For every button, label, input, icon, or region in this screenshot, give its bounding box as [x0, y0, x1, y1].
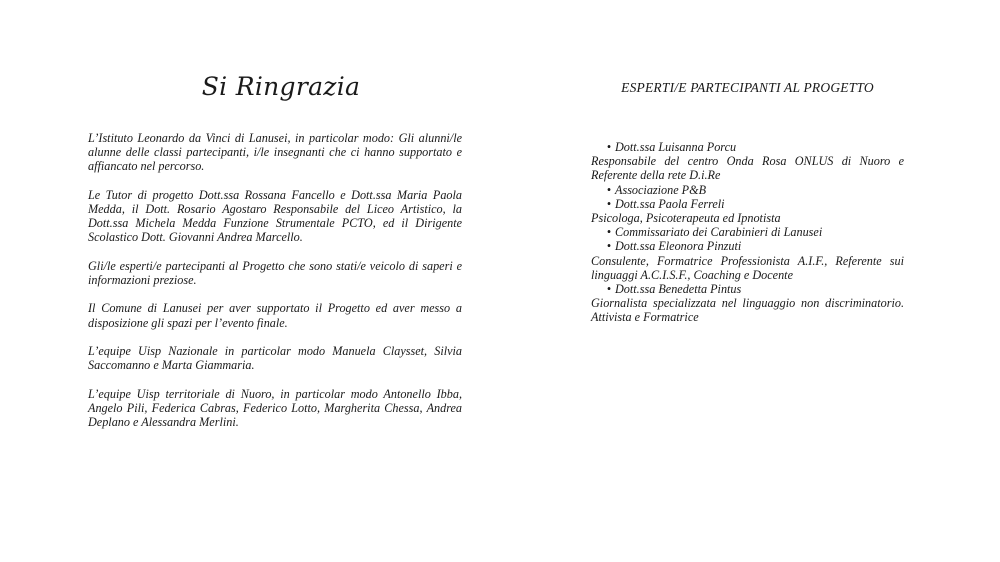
- acknowledgement-paragraph-5: L’equipe Uisp Nazionale in particolar modo Manuela Claysset, Silvia Saccomanno e Marta Giammaria.: [88, 343, 462, 373]
- expert-item: [591, 183, 904, 197]
- expert-description: Responsabile del centro Onda Rosa ONLUS di Nuoro e Referente della rete D.i.Re: [591, 154, 904, 183]
- expert-name: Dott.ssa Benedetta Pintus: [615, 282, 742, 297]
- bullet-icon: •: [606, 282, 612, 297]
- expert-name: Dott.ssa Eleonora Pinzuti: [615, 239, 742, 254]
- expert-item: [591, 239, 904, 282]
- experts-title: ESPERTI/E PARTECIPANTI AL PROGETTO: [621, 80, 874, 95]
- expert-name: Commissariato dei Carabinieri di Lanusei: [615, 225, 823, 240]
- expert-item: [591, 140, 904, 183]
- bullet-icon: •: [606, 182, 612, 197]
- bullet-icon: •: [606, 140, 612, 154]
- acknowledgements-title: Si Ringrazia: [201, 72, 361, 101]
- expert-name: Dott.ssa Luisanna Porcu: [615, 140, 737, 154]
- experts-column: [591, 80, 904, 325]
- expert-description: Giornalista specializzata nel linguaggio non discriminatorio. Attivista e Formatrice: [591, 296, 904, 325]
- experts-list: [591, 140, 904, 325]
- expert-item: [591, 197, 904, 225]
- expert-item: [591, 225, 904, 239]
- bullet-icon: •: [606, 225, 612, 240]
- acknowledgement-paragraph-1: L’Istituto Leonardo da Vinci di Lanusei, in particolar modo: Gli alunni/le alunne delle classi partecipanti, i/le insegnanti che ci hanno supportato e affiancato nel percorso.: [88, 131, 462, 174]
- acknowledgement-paragraph-6: L’equipe Uisp territoriale di Nuoro, in particolar modo Antonello Ibba, Angelo Pili, Federica Cabras, Federico Lotto, Margherita Chessa, Andrea Deplano e Alessandra Merlini.: [88, 386, 462, 429]
- expert-item: [591, 282, 904, 325]
- acknowledgement-paragraph-3: Gli/le esperti/e partecipanti al Progetto che sono stati/e veicolo di saperi e informazioni preziose.: [88, 258, 462, 287]
- acknowledgement-paragraph-2: Le Tutor di progetto Dott.ssa Rossana Fancello e Dott.ssa Maria Paola Medda, il Dott. Rosario Agostaro Responsabile del Liceo Artistico, la Dott.ssa Michela Medda Funzione Strumentale PCTO, ed il Dirigente Scolastico Dott. Giovanni Andrea Marcello.: [88, 187, 462, 245]
- expert-description: Psicologa, Psicoterapeuta ed Ipnotista: [591, 211, 781, 226]
- expert-name: Associazione P&B: [615, 182, 707, 197]
- bullet-icon: •: [606, 196, 612, 211]
- expert-name: Dott.ssa Paola Ferreli: [615, 196, 725, 211]
- expert-description: Consulente, Formatrice Professionista A.I.F., Referente sui linguaggi A.C.I.S.F., Coaching e Docente: [591, 253, 904, 282]
- bullet-icon: •: [606, 239, 612, 254]
- acknowledgement-paragraph-4: Il Comune di Lanusei per aver supportato il Progetto ed aver messo a disposizione gli spazi per l’evento finale.: [88, 301, 462, 330]
- acknowledgements-column: [88, 72, 462, 443]
